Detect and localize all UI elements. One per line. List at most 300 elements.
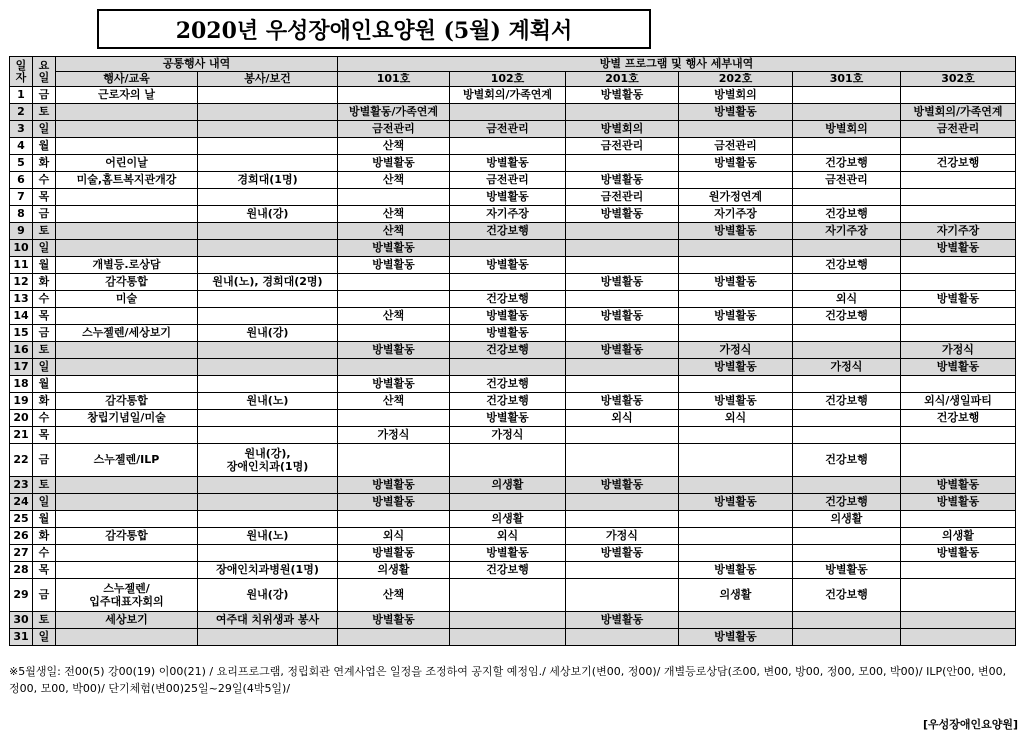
- room-301-cell: 의생활: [793, 511, 901, 528]
- table-row: [10, 308, 1016, 325]
- room-302-cell: 가정식: [901, 342, 1016, 359]
- events-cell: [56, 494, 198, 511]
- room-301-cell: [793, 410, 901, 427]
- room-101-cell: 방별활동: [338, 545, 450, 562]
- service-cell: [198, 121, 338, 138]
- day-cell: 7: [10, 189, 33, 206]
- room-102-cell: [450, 629, 566, 646]
- room-302-cell: [901, 87, 1016, 104]
- room-202-cell: 방별활동: [679, 155, 793, 172]
- weekday-cell: 일: [33, 629, 56, 646]
- service-cell: 원내(강): [198, 206, 338, 223]
- room-202-cell: [679, 477, 793, 494]
- column-header-201: 201호: [566, 72, 679, 87]
- room-201-cell: 방별활동: [566, 87, 679, 104]
- column-header-service: 봉사/보건: [198, 72, 338, 87]
- room-102-cell: 방별활동: [450, 155, 566, 172]
- service-cell: 원내(강): [198, 325, 338, 342]
- room-302-cell: [901, 629, 1016, 646]
- room-101-cell: [338, 359, 450, 376]
- day-cell: 8: [10, 206, 33, 223]
- day-cell: 22: [10, 444, 33, 477]
- room-102-cell: [450, 240, 566, 257]
- events-cell: [56, 376, 198, 393]
- room-102-cell: 방별회의/가족연계: [450, 87, 566, 104]
- service-cell: [198, 87, 338, 104]
- room-202-cell: 방별활동: [679, 308, 793, 325]
- events-cell: 미술: [56, 291, 198, 308]
- weekday-cell: 목: [33, 427, 56, 444]
- room-101-cell: 방별활동: [338, 257, 450, 274]
- weekday-cell: 금: [33, 325, 56, 342]
- day-cell: 30: [10, 612, 33, 629]
- room-301-cell: 자기주장: [793, 223, 901, 240]
- weekday-cell: 금: [33, 444, 56, 477]
- room-202-cell: 방별활동: [679, 494, 793, 511]
- room-201-cell: 방별활동: [566, 393, 679, 410]
- service-cell: [198, 138, 338, 155]
- room-202-cell: 외식: [679, 410, 793, 427]
- room-301-cell: [793, 477, 901, 494]
- room-101-cell: [338, 629, 450, 646]
- weekday-cell: 화: [33, 155, 56, 172]
- room-302-cell: [901, 206, 1016, 223]
- table-row: [10, 240, 1016, 257]
- room-302-cell: 방별활동: [901, 545, 1016, 562]
- room-302-cell: 금전관리: [901, 121, 1016, 138]
- table-row: [10, 477, 1016, 494]
- events-cell: 감각통합: [56, 274, 198, 291]
- room-201-cell: 외식: [566, 410, 679, 427]
- room-101-cell: 의생활: [338, 562, 450, 579]
- room-101-cell: 방별활동: [338, 477, 450, 494]
- weekday-cell: 토: [33, 342, 56, 359]
- room-201-cell: 금전관리: [566, 189, 679, 206]
- room-202-cell: 금전관리: [679, 138, 793, 155]
- room-101-cell: [338, 410, 450, 427]
- service-cell: [198, 189, 338, 206]
- room-302-cell: [901, 257, 1016, 274]
- day-cell: 4: [10, 138, 33, 155]
- table-row: [10, 342, 1016, 359]
- room-201-cell: [566, 444, 679, 477]
- room-301-cell: [793, 528, 901, 545]
- events-cell: [56, 427, 198, 444]
- room-302-cell: 방별활동: [901, 240, 1016, 257]
- room-201-cell: [566, 579, 679, 612]
- room-201-cell: [566, 155, 679, 172]
- service-cell: [198, 342, 338, 359]
- weekday-cell: 일: [33, 240, 56, 257]
- room-201-cell: 방별활동: [566, 206, 679, 223]
- service-cell: 원내(노): [198, 393, 338, 410]
- room-101-cell: 산책: [338, 223, 450, 240]
- room-202-cell: [679, 444, 793, 477]
- events-cell: [56, 562, 198, 579]
- events-cell: [56, 545, 198, 562]
- room-201-cell: 방별활동: [566, 545, 679, 562]
- room-programs-header: 방별 프로그램 및 행사 세부내역: [338, 57, 1016, 72]
- room-301-cell: 외식: [793, 291, 901, 308]
- room-202-cell: [679, 325, 793, 342]
- service-cell: 원내(강): [198, 579, 338, 612]
- room-201-cell: 방별활동: [566, 274, 679, 291]
- room-202-cell: 자기주장: [679, 206, 793, 223]
- weekday-cell: 토: [33, 612, 56, 629]
- service-cell: [198, 629, 338, 646]
- service-cell: 원내(노), 경희대(2명): [198, 274, 338, 291]
- room-301-cell: [793, 427, 901, 444]
- room-201-cell: [566, 427, 679, 444]
- room-301-cell: 건강보행: [793, 155, 901, 172]
- room-101-cell: 방별활동/가족연계: [338, 104, 450, 121]
- day-cell: 16: [10, 342, 33, 359]
- room-202-cell: 방별활동: [679, 359, 793, 376]
- service-cell: [198, 104, 338, 121]
- room-101-cell: 가정식: [338, 427, 450, 444]
- room-101-cell: 산책: [338, 172, 450, 189]
- events-cell: [56, 511, 198, 528]
- events-cell: [56, 189, 198, 206]
- room-202-cell: 방별활동: [679, 393, 793, 410]
- room-101-cell: 산책: [338, 579, 450, 612]
- events-cell: [56, 342, 198, 359]
- room-302-cell: [901, 376, 1016, 393]
- day-cell: 13: [10, 291, 33, 308]
- column-header-102: 102호: [450, 72, 566, 87]
- day-cell: 27: [10, 545, 33, 562]
- room-202-cell: 가정식: [679, 342, 793, 359]
- weekday-cell: 목: [33, 562, 56, 579]
- weekday-cell: 일: [33, 121, 56, 138]
- service-cell: 여주대 치위생과 봉사: [198, 612, 338, 629]
- service-cell: [198, 359, 338, 376]
- day-cell: 3: [10, 121, 33, 138]
- service-cell: [198, 511, 338, 528]
- room-302-cell: 외식/생일파티: [901, 393, 1016, 410]
- room-101-cell: [338, 274, 450, 291]
- room-101-cell: [338, 87, 450, 104]
- events-cell: [56, 240, 198, 257]
- room-302-cell: 의생활: [901, 528, 1016, 545]
- room-201-cell: [566, 291, 679, 308]
- weekday-cell: 일: [33, 494, 56, 511]
- room-102-cell: 건강보행: [450, 376, 566, 393]
- room-201-cell: 방별활동: [566, 477, 679, 494]
- events-cell: [56, 223, 198, 240]
- events-cell: 어린이날: [56, 155, 198, 172]
- room-101-cell: 방별활동: [338, 155, 450, 172]
- room-202-cell: [679, 291, 793, 308]
- room-302-cell: [901, 189, 1016, 206]
- room-102-cell: 방별활동: [450, 545, 566, 562]
- events-cell: [56, 477, 198, 494]
- weekday-cell: 월: [33, 376, 56, 393]
- weekday-cell: 월: [33, 138, 56, 155]
- table-row: [10, 223, 1016, 240]
- day-header: 일 자: [10, 57, 33, 87]
- room-202-cell: [679, 427, 793, 444]
- room-301-cell: 방별회의: [793, 121, 901, 138]
- room-102-cell: [450, 274, 566, 291]
- room-302-cell: [901, 308, 1016, 325]
- column-header-202: 202호: [679, 72, 793, 87]
- room-101-cell: [338, 511, 450, 528]
- table-row: [10, 104, 1016, 121]
- room-301-cell: 건강보행: [793, 494, 901, 511]
- room-302-cell: [901, 138, 1016, 155]
- events-cell: 창립기념일/미술: [56, 410, 198, 427]
- day-cell: 18: [10, 376, 33, 393]
- service-cell: [198, 410, 338, 427]
- room-201-cell: [566, 562, 679, 579]
- day-cell: 12: [10, 274, 33, 291]
- room-202-cell: [679, 511, 793, 528]
- room-202-cell: 원가정연계: [679, 189, 793, 206]
- room-201-cell: 방별활동: [566, 172, 679, 189]
- weekday-cell: 화: [33, 274, 56, 291]
- day-cell: 29: [10, 579, 33, 612]
- service-cell: 경희대(1명): [198, 172, 338, 189]
- service-cell: [198, 291, 338, 308]
- events-cell: 감각통합: [56, 393, 198, 410]
- room-302-cell: [901, 511, 1016, 528]
- room-302-cell: 방별활동: [901, 477, 1016, 494]
- events-cell: [56, 104, 198, 121]
- room-102-cell: [450, 612, 566, 629]
- weekday-cell: 월: [33, 257, 56, 274]
- room-302-cell: [901, 172, 1016, 189]
- room-201-cell: 가정식: [566, 528, 679, 545]
- weekday-cell: 금: [33, 206, 56, 223]
- room-301-cell: [793, 325, 901, 342]
- table-row: [10, 562, 1016, 579]
- room-101-cell: 산책: [338, 138, 450, 155]
- room-201-cell: [566, 376, 679, 393]
- room-301-cell: 건강보행: [793, 579, 901, 612]
- room-302-cell: [901, 274, 1016, 291]
- weekday-cell: 수: [33, 172, 56, 189]
- room-102-cell: 방별활동: [450, 325, 566, 342]
- table-row: [10, 427, 1016, 444]
- room-201-cell: 방별활동: [566, 308, 679, 325]
- room-201-cell: [566, 240, 679, 257]
- room-202-cell: [679, 612, 793, 629]
- table-row: [10, 444, 1016, 477]
- room-102-cell: 의생활: [450, 477, 566, 494]
- table-row: [10, 528, 1016, 545]
- events-cell: 근로자의 날: [56, 87, 198, 104]
- room-201-cell: [566, 511, 679, 528]
- room-301-cell: [793, 274, 901, 291]
- events-cell: [56, 308, 198, 325]
- day-cell: 25: [10, 511, 33, 528]
- room-302-cell: [901, 444, 1016, 477]
- room-202-cell: 방별활동: [679, 562, 793, 579]
- room-101-cell: 방별활동: [338, 494, 450, 511]
- events-cell: 스누젤렌/세상보기: [56, 325, 198, 342]
- room-102-cell: [450, 104, 566, 121]
- service-cell: 원내(강), 장애인치과(1명): [198, 444, 338, 477]
- room-101-cell: 방별활동: [338, 342, 450, 359]
- weekday-cell: 토: [33, 477, 56, 494]
- room-102-cell: 의생활: [450, 511, 566, 528]
- schedule-body: [10, 87, 1016, 646]
- column-header-301: 301호: [793, 72, 901, 87]
- room-102-cell: 가정식: [450, 427, 566, 444]
- table-row: [10, 172, 1016, 189]
- weekday-cell: 수: [33, 291, 56, 308]
- day-cell: 31: [10, 629, 33, 646]
- room-202-cell: 방별회의: [679, 87, 793, 104]
- room-102-cell: 자기주장: [450, 206, 566, 223]
- room-202-cell: 의생활: [679, 579, 793, 612]
- day-cell: 23: [10, 477, 33, 494]
- room-102-cell: [450, 138, 566, 155]
- events-cell: 감각통합: [56, 528, 198, 545]
- room-201-cell: [566, 257, 679, 274]
- weekday-cell: 일: [33, 359, 56, 376]
- room-102-cell: [450, 579, 566, 612]
- day-cell: 17: [10, 359, 33, 376]
- table-row: [10, 511, 1016, 528]
- room-102-cell: [450, 359, 566, 376]
- day-cell: 15: [10, 325, 33, 342]
- table-row: [10, 612, 1016, 629]
- service-cell: [198, 376, 338, 393]
- room-102-cell: [450, 494, 566, 511]
- column-header-302: 302호: [901, 72, 1016, 87]
- service-cell: [198, 155, 338, 172]
- room-202-cell: 방별활동: [679, 104, 793, 121]
- service-cell: [198, 427, 338, 444]
- room-301-cell: [793, 545, 901, 562]
- room-202-cell: [679, 172, 793, 189]
- room-101-cell: 금전관리: [338, 121, 450, 138]
- room-202-cell: [679, 376, 793, 393]
- room-302-cell: [901, 562, 1016, 579]
- day-cell: 21: [10, 427, 33, 444]
- service-cell: [198, 545, 338, 562]
- room-302-cell: [901, 427, 1016, 444]
- events-cell: [56, 629, 198, 646]
- room-101-cell: 산책: [338, 393, 450, 410]
- weekday-cell: 토: [33, 223, 56, 240]
- room-301-cell: 금전관리: [793, 172, 901, 189]
- room-302-cell: 방별활동: [901, 494, 1016, 511]
- room-102-cell: 건강보행: [450, 223, 566, 240]
- room-101-cell: 방별활동: [338, 612, 450, 629]
- events-cell: [56, 138, 198, 155]
- table-row: [10, 629, 1016, 646]
- room-301-cell: 건강보행: [793, 308, 901, 325]
- room-201-cell: [566, 359, 679, 376]
- day-cell: 20: [10, 410, 33, 427]
- table-row: [10, 393, 1016, 410]
- room-102-cell: 방별활동: [450, 189, 566, 206]
- room-301-cell: 건강보행: [793, 393, 901, 410]
- service-cell: [198, 308, 338, 325]
- room-302-cell: 건강보행: [901, 410, 1016, 427]
- room-101-cell: [338, 444, 450, 477]
- table-row: [10, 274, 1016, 291]
- room-201-cell: 방별활동: [566, 342, 679, 359]
- events-cell: [56, 121, 198, 138]
- table-row: [10, 87, 1016, 104]
- room-302-cell: [901, 612, 1016, 629]
- day-cell: 9: [10, 223, 33, 240]
- events-cell: [56, 206, 198, 223]
- table-row: [10, 325, 1016, 342]
- room-101-cell: 산책: [338, 206, 450, 223]
- room-102-cell: 건강보행: [450, 393, 566, 410]
- room-102-cell: 금전관리: [450, 172, 566, 189]
- events-cell: 개별등.로상담: [56, 257, 198, 274]
- weekday-cell: 토: [33, 104, 56, 121]
- room-301-cell: 건강보행: [793, 444, 901, 477]
- room-101-cell: 방별활동: [338, 376, 450, 393]
- room-201-cell: 금전관리: [566, 138, 679, 155]
- room-201-cell: 방별활동: [566, 612, 679, 629]
- room-301-cell: [793, 376, 901, 393]
- room-102-cell: 건강보행: [450, 291, 566, 308]
- common-events-header: 공통행사 내역: [56, 57, 338, 72]
- room-302-cell: [901, 579, 1016, 612]
- table-row: [10, 579, 1016, 612]
- service-cell: [198, 494, 338, 511]
- room-302-cell: 방별활동: [901, 359, 1016, 376]
- room-302-cell: 건강보행: [901, 155, 1016, 172]
- room-202-cell: [679, 121, 793, 138]
- organization-label: [우성장애인요양원]: [922, 718, 1018, 731]
- weekday-cell: 수: [33, 410, 56, 427]
- room-102-cell: 방별활동: [450, 308, 566, 325]
- room-102-cell: [450, 444, 566, 477]
- day-cell: 5: [10, 155, 33, 172]
- room-202-cell: [679, 240, 793, 257]
- room-201-cell: [566, 104, 679, 121]
- room-301-cell: 방별활동: [793, 562, 901, 579]
- room-301-cell: [793, 342, 901, 359]
- room-302-cell: 방별회의/가족연계: [901, 104, 1016, 121]
- page-title: 2020년 우성장애인요양원 (5월) 계획서: [97, 9, 651, 49]
- room-102-cell: 외식: [450, 528, 566, 545]
- service-cell: [198, 223, 338, 240]
- day-cell: 11: [10, 257, 33, 274]
- room-201-cell: 방별회의: [566, 121, 679, 138]
- room-301-cell: [793, 240, 901, 257]
- room-202-cell: [679, 257, 793, 274]
- weekday-cell: 화: [33, 393, 56, 410]
- weekday-cell: 금: [33, 579, 56, 612]
- room-102-cell: 방별활동: [450, 257, 566, 274]
- room-301-cell: 가정식: [793, 359, 901, 376]
- schedule-table: [9, 56, 1016, 646]
- room-301-cell: [793, 189, 901, 206]
- weekday-cell: 금: [33, 87, 56, 104]
- room-202-cell: 방별활동: [679, 274, 793, 291]
- room-301-cell: [793, 629, 901, 646]
- day-cell: 1: [10, 87, 33, 104]
- events-cell: [56, 359, 198, 376]
- day-cell: 19: [10, 393, 33, 410]
- column-header-events: 행사/교육: [56, 72, 198, 87]
- table-row: [10, 121, 1016, 138]
- events-cell: 미술,홈트복지관개강: [56, 172, 198, 189]
- weekday-cell: 화: [33, 528, 56, 545]
- room-302-cell: 자기주장: [901, 223, 1016, 240]
- room-102-cell: 건강보행: [450, 342, 566, 359]
